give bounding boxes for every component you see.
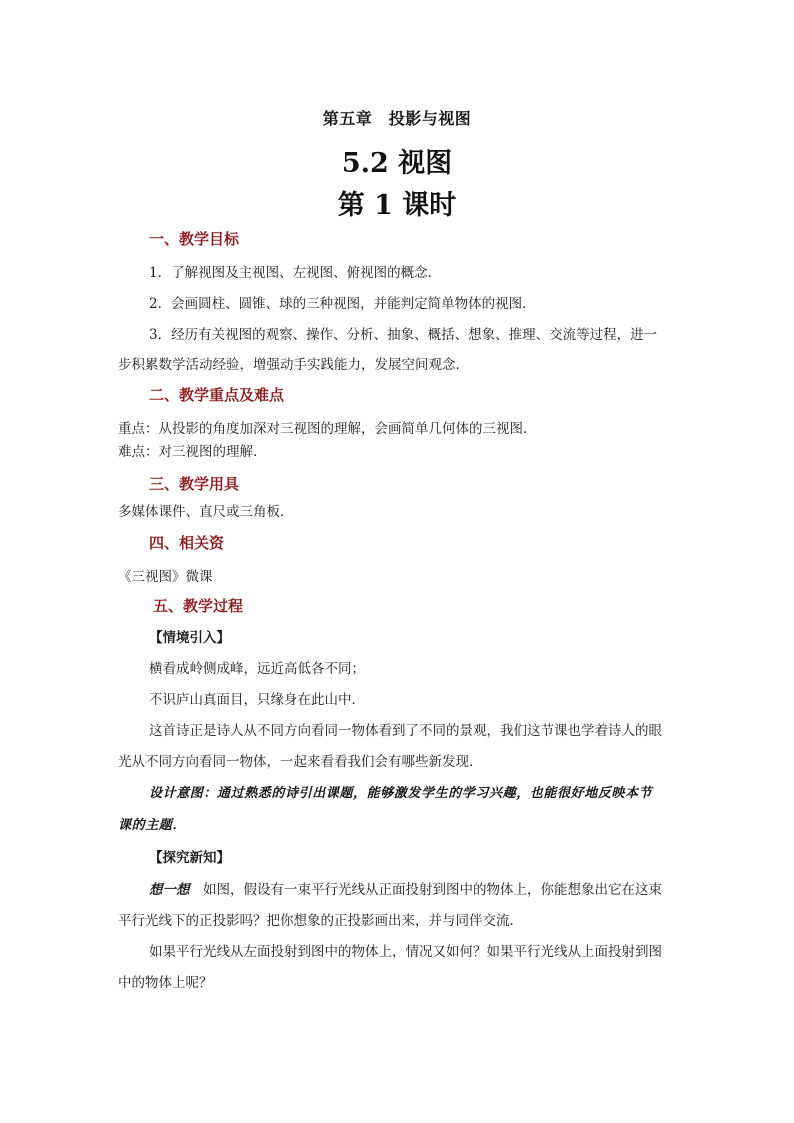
chapter-title: 第五章 投影与视图 xyxy=(322,109,472,128)
design-intent-line-2: 课的主题． xyxy=(118,818,187,833)
paragraph-2-line-1: 如果平行光线从左面投射到图中的物体上，情况又如何？如果平行光线从上面投射到图 xyxy=(149,944,662,960)
think-paragraph-line-2: 平行光线下的正投影吗？把你想象的正投影画出来，并与同伴交流． xyxy=(118,913,523,929)
goal-item-1: 1．了解视图及主视图、左视图、俯视图的概念． xyxy=(149,265,442,281)
design-intent-line-1: 设计意图：通过熟悉的诗引出课题，能够激发学生的学习兴趣，也能很好地反映本节 xyxy=(149,786,653,801)
poem-line-1: 横看成岭侧成峰，远近高低各不同； xyxy=(149,661,365,677)
teaching-tools-text: 多媒体课件、直尺或三角板． xyxy=(118,504,294,520)
intro-label: 【情境引入】 xyxy=(149,630,230,646)
paragraph-1-line-2: 光从不同方向看同一物体，一起来看看我们会有哪些新发现． xyxy=(118,754,483,770)
section-title: 5.2 视图 xyxy=(341,148,453,179)
poem-line-2: 不识庐山真面目，只缘身在此山中． xyxy=(149,692,365,708)
heading-teaching-goals: 一、教学目标 xyxy=(149,230,240,248)
goal-item-2: 2．会画圆柱、圆锥、球的三种视图，并能判定简单物体的视图． xyxy=(149,296,536,312)
heading-resources: 四、相关资 xyxy=(149,534,225,552)
paragraph-1-line-1: 这首诗正是诗人从不同方向看同一物体看到了不同的景观，我们这节课也学着诗人的眼 xyxy=(149,723,662,739)
resources-text: 《三视图》微课 xyxy=(118,569,213,585)
paragraph-2-line-2: 中的物体上呢？ xyxy=(118,975,213,991)
heading-key-points: 二、教学重点及难点 xyxy=(149,386,285,404)
explore-label: 【探究新知】 xyxy=(149,850,230,866)
heading-teaching-tools: 三、教学用具 xyxy=(149,475,240,493)
key-point-text: 重点：从投影的角度加深对三视图的理解，会画简单几何体的三视图． xyxy=(118,421,537,437)
think-paragraph-line-1 xyxy=(149,878,662,898)
think-label: 想一想 xyxy=(149,882,190,898)
think-text: 如图，假设有一束平行光线从正面投射到图中的物体上，你能想象出它在这束 xyxy=(189,882,662,898)
goal-item-3-cont: 步积累数学活动经验，增强动手实践能力，发展空间观念． xyxy=(118,357,469,373)
heading-teaching-process: 五、教学过程 xyxy=(153,597,244,615)
lesson-title: 第 1 课时 xyxy=(337,190,457,221)
goal-item-3: 3．经历有关视图的观察、操作、分析、抽象、概括、想象、推理、交流等过程，进一 xyxy=(149,327,658,343)
difficulty-text: 难点：对三视图的理解． xyxy=(118,444,267,460)
